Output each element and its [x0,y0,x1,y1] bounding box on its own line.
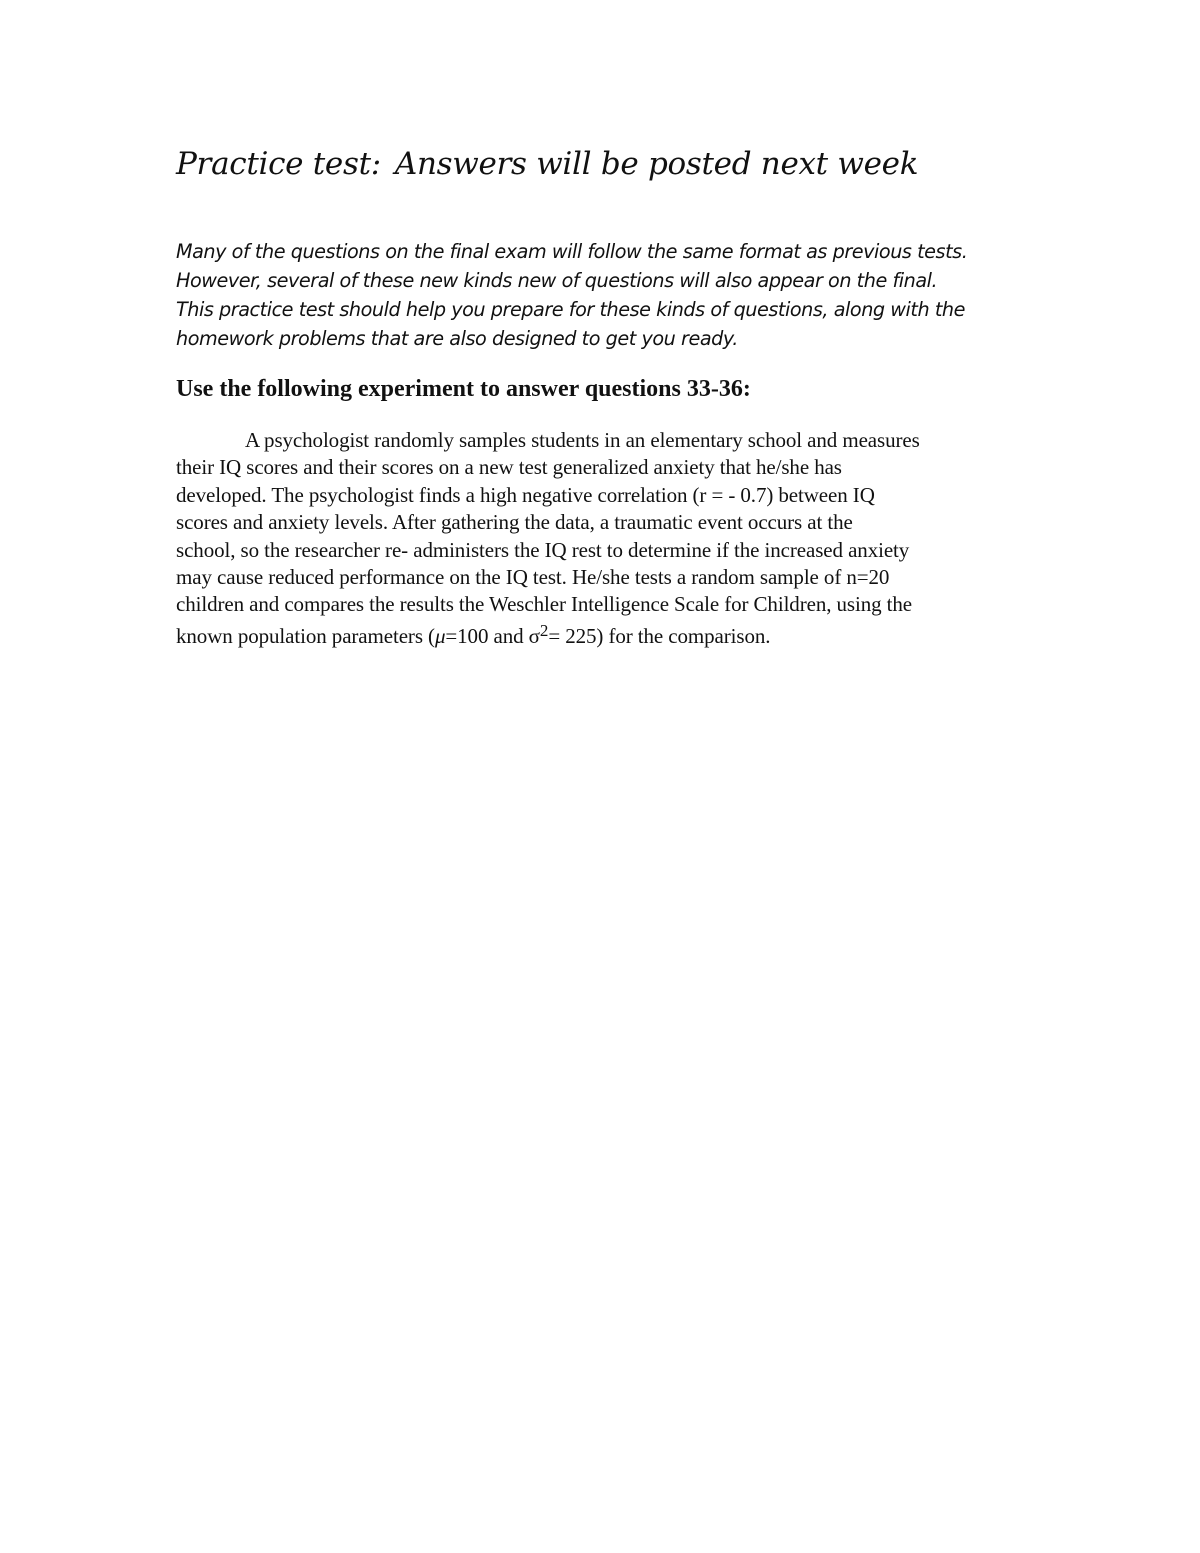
sigma-symbol: σ [528,623,540,648]
experiment-line-4: scores and anxiety levels. After gathering the data, a traumatic event occurs at the [176,510,853,535]
intro-line-1: Many of the questions on the final exam will follow the same format as previous tests. [176,240,968,263]
experiment-line-1: A psychologist randomly samples students in an elementary school and measures [245,428,920,452]
sigma-value-text: = 225) for the comparison. [548,623,771,648]
experiment-line-8 [176,620,1026,650]
mu-value-text: =100 and [445,623,529,648]
experiment-paragraph [176,427,1026,650]
experiment-line-6: may cause reduced performance on the IQ test. He/she tests a random sample of n=20 [176,565,890,590]
sigma-exponent: 2 [539,620,549,640]
parameters-text: known population parameters ( [176,623,435,648]
experiment-line-7: children and compares the results the Weschler Intelligence Scale for Children, using the [176,592,913,617]
title-subtitle: Answers will be posted next week [394,146,919,182]
mu-symbol: μ [434,623,446,648]
intro-line-3: This practice test should help you prepare for these kinds of questions, along with the [176,298,965,321]
intro-paragraph [176,237,1026,353]
intro-line-2: However, several of these new kinds new of questions will also appear on the final. [176,269,938,292]
document-title [176,142,1026,186]
title-label: Practice test: [176,146,381,182]
experiment-line-3: developed. The psychologist finds a high negative correlation (r = - 0.7) between IQ [176,482,875,507]
section-heading: Use the following experiment to answer questions 33-36: [176,376,751,402]
experiment-line-5: school, so the researcher re- administers the IQ rest to determine if the increased anxiety [176,537,910,562]
experiment-line-2: their IQ scores and their scores on a new test generalized anxiety that he/she has [176,455,842,480]
intro-line-4: homework problems that are also designed to get you ready. [176,327,738,350]
document-content [176,142,1026,650]
